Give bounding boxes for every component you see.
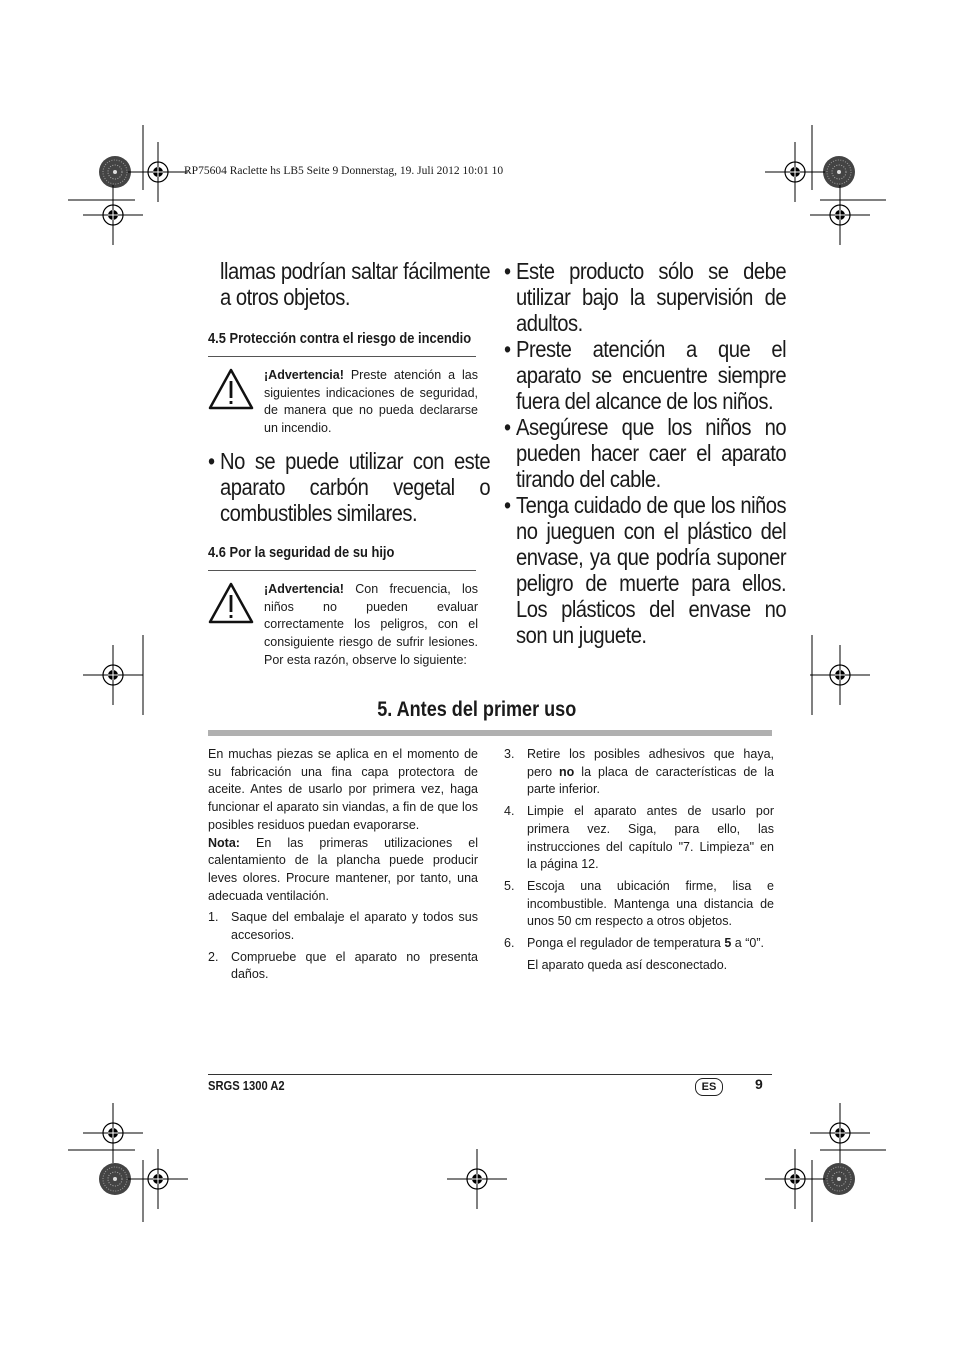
bullet-dot-icon: • [504, 414, 511, 440]
step-text-part: Retire los posibles adhesivos que haya, pero [527, 747, 774, 779]
intro-paragraph: En muchas piezas se aplica en el momento de su fabricación una fina capa protectora de aceite. Antes de usarlo por primera vez, haga funcionar el aparato sin viandas, a fin de que los posibles residuos puedan evaporarse. [208, 747, 478, 832]
bullet-supervision [504, 258, 786, 336]
section-5-title [0, 698, 954, 722]
step-6 [504, 935, 774, 953]
footer-model-number: SRGS 1300 A2 [208, 1078, 285, 1093]
step-text-emphasis: 5 [724, 936, 732, 951]
note-label: Nota: [208, 835, 240, 850]
step-text [527, 746, 774, 799]
bullet-dot-icon: • [504, 336, 511, 362]
step-number: 4. [504, 804, 515, 819]
warning-triangle-icon [208, 367, 254, 438]
fire-warning-block [208, 367, 478, 438]
page-number: 9 [755, 1076, 763, 1092]
step-4 [504, 803, 774, 874]
fire-warning-text [264, 367, 478, 438]
bullet-text: Preste atención a que el aparato se encuentre siempre fuera del alcance de los niños. [516, 336, 787, 414]
step-3 [504, 746, 774, 799]
step-number: 6. [504, 936, 515, 951]
bullet-cable [504, 414, 786, 492]
warning-label: ¡Advertencia! [264, 581, 344, 596]
child-warning-text [264, 581, 478, 670]
step-text-part: la placa de características de la parte inferior. [527, 764, 774, 797]
bullet-out-of-reach [504, 336, 786, 414]
step-text: Escoja una ubicación firme, lisa e incombustible. Mantenga una distancia de unos 50 cm respecto a otros objetos. [527, 878, 774, 929]
step-number: 3. [504, 747, 515, 761]
step-text [527, 935, 774, 953]
bullet-text: Este producto sólo se debe utilizar bajo la supervisión de adultos. [516, 258, 787, 336]
footer-rule [208, 1074, 772, 1075]
bullet-charcoal [208, 448, 490, 526]
note-text: En las primeras utilizaciones el calentamiento de la plancha puede producir leves olores. Procure mantener, por tanto, una adecuada ventilación. [208, 835, 478, 903]
section-5-left-column [208, 746, 478, 984]
step-text-emphasis: no [559, 764, 575, 779]
warning-body: Preste atención a las siguientes indicaciones de seguridad, de manera que no pueda declararse un incendio. [264, 368, 478, 436]
section-5-right-column [504, 746, 774, 974]
divider [208, 570, 476, 571]
step-text-part: Ponga el regulador de temperatura [527, 936, 725, 951]
bullet-dot-icon: • [504, 258, 511, 284]
step-text-part: a “0”. [731, 936, 764, 951]
bullet-dot-icon: • [208, 447, 215, 474]
step-number: 5. [504, 878, 515, 893]
divider [208, 356, 476, 357]
section-5-title-text: 5. Antes del primer uso [377, 698, 577, 721]
print-job-header: RP75604 Raclette hs LB5 Seite 9 Donnerstag, 19. Juli 2012 10:01 10 [184, 165, 504, 177]
step-text: Saque del embalaje el aparato y todos sus accesorios. [231, 910, 478, 943]
warning-triangle-icon [208, 581, 254, 670]
language-badge: ES [695, 1078, 723, 1096]
warning-label: ¡Advertencia! [264, 368, 344, 382]
step-1 [208, 909, 478, 944]
continuation-text: llamas podrían saltar fácilmente a otros objetos. [220, 258, 491, 310]
left-column [208, 258, 491, 669]
note-paragraph [208, 835, 478, 906]
child-warning-block [208, 581, 478, 670]
bullet-dot-icon: • [504, 492, 511, 518]
section-4-6-heading: 4.6 Por la seguridad de su hijo [208, 543, 395, 561]
step-number: 2. [208, 949, 219, 964]
right-column [504, 258, 787, 648]
step-text: Limpie el aparato antes de usarlo por primera vez. Siga, para ello, las instrucciones del capítulo "7. Limpieza" en la página 12. [527, 804, 774, 872]
bullet-text: Asegúrese que los niños no pueden hacer caer el aparato tirando del cable. [516, 414, 787, 492]
step-6-result: El aparato queda así desconectado. [527, 957, 728, 972]
section-4-5-heading: 4.5 Protección contra el riesgo de incendio [208, 330, 472, 347]
step-number: 1. [208, 910, 219, 925]
step-5 [504, 878, 774, 931]
bullet-text: No se puede utilizar con este aparato carbón vegetal o combustibles similares. [220, 447, 491, 526]
warning-body: Con frecuencia, los niños no pueden evaluar correctamente los peligros, con el consiguiente riesgo de sufrir lesiones. Por esta razón, observe lo siguiente: [264, 581, 478, 667]
section-5-rule [208, 730, 772, 736]
step-2 [208, 949, 478, 984]
bullet-text: Tenga cuidado de que los niños no jueguen con el plástico del envase, ya que podría suponer peligro de muerte para ellos. Los plásticos del envase no son un juguete. [516, 492, 787, 648]
step-text: Compruebe que el aparato no presenta daños. [231, 949, 478, 982]
bullet-packaging [504, 492, 786, 648]
